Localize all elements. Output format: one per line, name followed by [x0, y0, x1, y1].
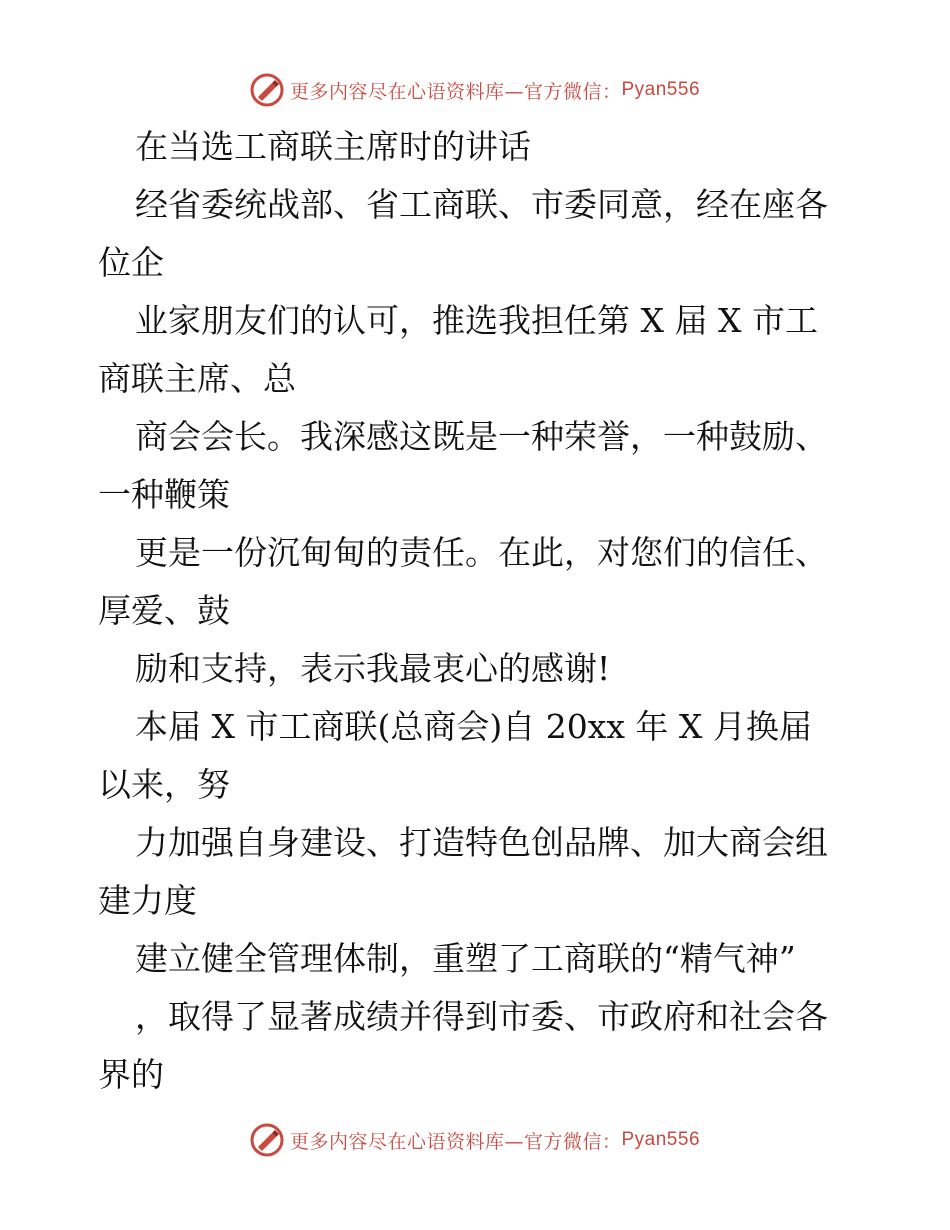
pen-logo-icon: [250, 1123, 284, 1157]
text-line: 在当选工商联主席时的讲话: [135, 127, 531, 166]
text-line: 本届 X 市工商联(总商会)自 20xx 年 X 月换届: [135, 707, 812, 746]
watermark-handle: Pyan556: [621, 79, 701, 100]
watermark-handle: Pyan556: [621, 1129, 701, 1150]
text-line: 力加强自身建设、打造特色创品牌、加大商会组: [135, 823, 828, 862]
text-line: 以来，努: [98, 765, 230, 804]
pen-logo-icon: [250, 73, 284, 107]
text-line: 励和支持，表示我最衷心的感谢!: [135, 649, 611, 688]
text-line: 更是一份沉甸甸的责任。在此，对您们的信任、: [135, 533, 828, 572]
document-body: [98, 118, 858, 1104]
text-line: 商联主席、总: [98, 359, 296, 398]
text-line: 位企: [98, 243, 164, 282]
footer-watermark: [0, 1120, 950, 1160]
text-line: 商会会长。我深感这既是一种荣誉，一种鼓励、: [135, 417, 828, 456]
header-watermark: [0, 70, 950, 110]
text-line: 建力度: [98, 881, 197, 920]
watermark-text: 更多内容尽在心语资料库—官方微信：: [289, 80, 622, 103]
text-line: 厚爱、鼓: [98, 591, 230, 630]
text-line: 业家朋友们的认可，推选我担任第 X 届 X 市工: [135, 301, 818, 340]
watermark-text: 更多内容尽在心语资料库—官方微信：: [289, 1130, 622, 1153]
text-line: 一种鞭策: [98, 475, 230, 514]
text-line: 建立健全管理体制，重塑了工商联的“精气神”: [135, 939, 796, 978]
text-line: 界的: [98, 1055, 164, 1094]
text-line: 经省委统战部、省工商联、市委同意，经在座各: [135, 185, 828, 224]
text-line: ，取得了显著成绩并得到市委、市政府和社会各: [135, 997, 828, 1036]
